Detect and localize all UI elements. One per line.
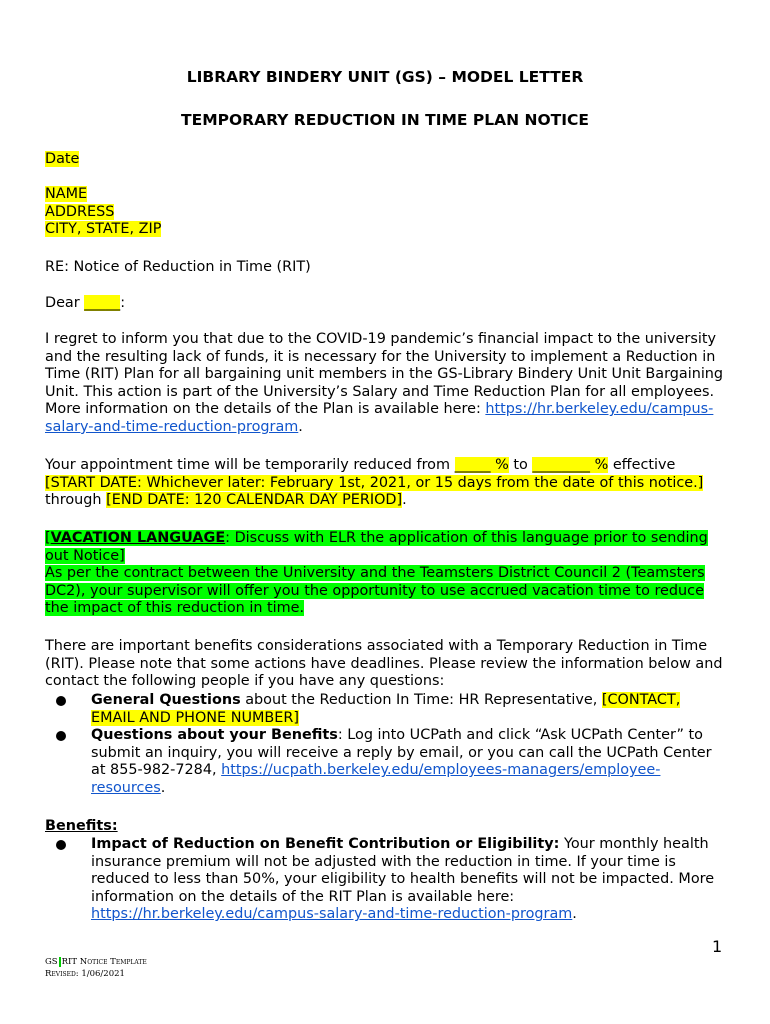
date-line — [45, 151, 725, 169]
question-heading: Questions about your Benefits — [91, 727, 338, 744]
start-date-placeholder: [START DATE: Whichever later: February 1st, 2021, or 15 days from the date of this notice.] — [45, 474, 704, 491]
list-item — [45, 836, 725, 924]
vacation-block — [45, 530, 725, 618]
question-heading: General Questions — [91, 692, 241, 708]
benefits-heading-text: Benefits: — [45, 818, 118, 834]
footer-unit: GS — [45, 957, 58, 967]
bullet-icon — [56, 840, 66, 850]
name-placeholder: NAME — [45, 186, 88, 202]
footer-template-name: RIT Notice Template — [61, 957, 147, 967]
salutation-colon: : — [120, 295, 126, 311]
date-placeholder: Date — [45, 151, 80, 167]
rit-plan-link[interactable]: https://hr.berkeley.edu/campus-salary-and-time-reduction-program — [91, 906, 573, 923]
question-text: : Log into UCPath and click “Ask UCPath Center” to submit an inquiry, you will receive a reply by email, or you can call the UCPath Center at 855-982-7284, — [91, 727, 712, 779]
salutation-blank: _____ — [84, 295, 121, 311]
percent-to-blank: ________ % — [532, 457, 609, 473]
footer-revised: Revised: 1/06/2021 — [45, 969, 125, 979]
appointment-text: Your appointment time will be temporarily reduced from — [45, 457, 455, 473]
city-placeholder: CITY, STATE, ZIP — [45, 221, 162, 238]
vacation-instruction — [45, 530, 708, 564]
question-end: . — [160, 779, 166, 796]
contact-placeholder: [CONTACT, EMAIL AND PHONE NUMBER] — [91, 692, 681, 726]
benefit-heading: Impact of Reduction on Benefit Contribution or Eligibility: — [91, 836, 560, 852]
question-text: about the Reduction In Time: HR Representative, — [240, 692, 602, 708]
salutation — [45, 295, 725, 313]
bullet-icon — [56, 731, 66, 741]
vacation-heading-rest: : Discuss with ELR the application of this language prior to sending out Notice] — [45, 530, 708, 564]
page-number: 1 — [712, 937, 723, 956]
document-title: LIBRARY BINDERY UNIT (GS) – MODEL LETTER — [186, 68, 584, 86]
intro-end: . — [298, 418, 303, 435]
rit-program-link[interactable]: https://hr.berkeley.edu/campus-salary-and-time-reduction-program — [45, 401, 714, 435]
vacation-open-bracket: [ — [45, 530, 51, 546]
benefits-list — [45, 836, 725, 924]
address-block — [45, 186, 725, 239]
document-subtitle: TEMPORARY REDUCTION IN TIME PLAN NOTICE — [181, 111, 589, 129]
vacation-heading: VACATION LANGUAGE — [50, 530, 226, 546]
bullet-icon — [56, 696, 66, 706]
appointment-paragraph — [45, 457, 725, 510]
list-item — [45, 692, 725, 727]
benefits-intro-paragraph: There are important benefits considerations associated with a Temporary Reduction in Time (RIT). Please note that some actions have deadlines. Please review the information below and contact the following people if you have any questions: — [45, 638, 723, 690]
intro-text: I regret to inform you that due to the COVID-19 pandemic’s financial impact to the university and the resulting lack of funds, it is necessary for the University to implement a Reduction in Time (RIT) Plan for all bargaining unit members in the GS-Library Bindery Unit Unit Bargaining Unit. This action is part of the University’s Salary and Time Reduction Plan for all employees. More information on the details of the Plan is available here: — [45, 331, 724, 418]
ucpath-link[interactable]: https://ucpath.berkeley.edu/employees-managers/employee-resources — [91, 762, 661, 796]
address-placeholder: ADDRESS — [45, 203, 115, 220]
footer — [45, 956, 147, 980]
vacation-body: As per the contract between the University and the Teamsters District Council 2 (Teamsters DC2), your supervisor will offer you the opportunity to use accrued vacation time to reduce the impact of this reduction in time. — [45, 565, 705, 617]
appointment-effective: effective — [608, 457, 676, 473]
questions-list — [45, 692, 725, 798]
appointment-through: through — [45, 492, 107, 509]
appointment-to: to — [508, 457, 533, 473]
benefit-end: . — [572, 906, 577, 923]
list-item — [45, 727, 725, 797]
salutation-text: Dear — [45, 295, 85, 311]
re-line: RE: Notice of Reduction in Time (RIT) — [45, 259, 311, 275]
footer-divider — [59, 957, 61, 967]
intro-paragraph — [45, 331, 725, 437]
benefit-text: Your monthly health insurance premium will not be adjusted with the reduction in time. If your time is reduced to less than 50%, your eligibility to health benefits will not be impacted. More information on the details of the RIT Plan is available here: — [91, 836, 715, 905]
end-date-placeholder: [END DATE: 120 CALENDAR DAY PERIOD] — [106, 492, 403, 509]
appointment-end: . — [402, 492, 407, 509]
benefits-heading — [45, 818, 725, 836]
percent-from-blank: _____ % — [454, 457, 509, 473]
